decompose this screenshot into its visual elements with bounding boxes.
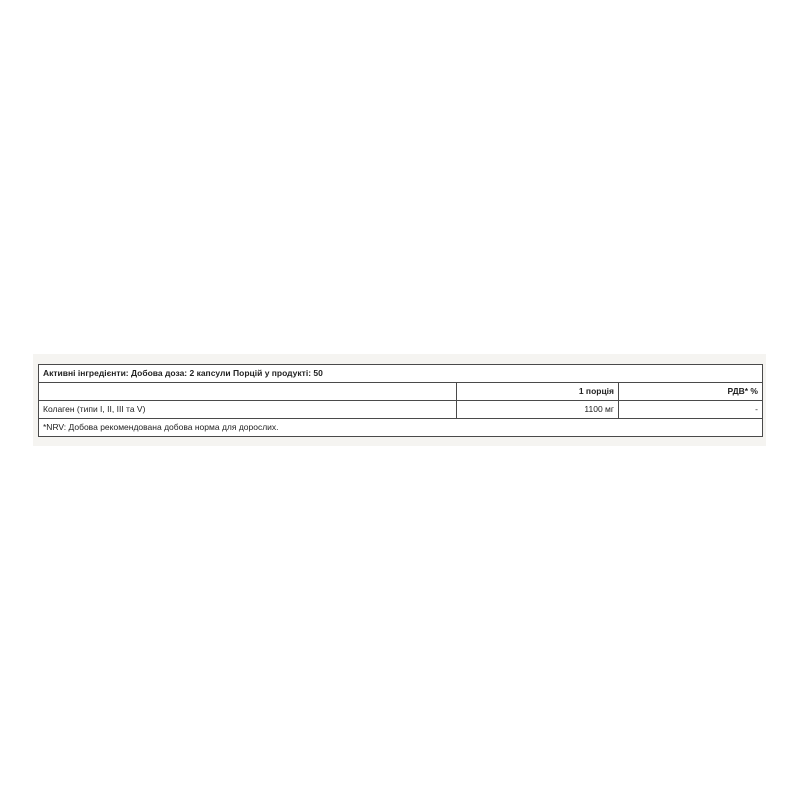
header-serving: 1 порція [457,383,619,401]
table-footnote-row [39,419,763,437]
ingredient-name: Колаген (типи I, II, III та V) [39,401,457,419]
table-row [39,401,763,419]
header-rdv: РДВ* % [619,383,763,401]
header-ingredient [39,383,457,401]
table-footnote: *NRV: Добова рекомендована добова норма для дорослих. [39,419,763,437]
ingredient-amount: 1100 мг [457,401,619,419]
table-title-row [39,365,763,383]
table-title: Активні інгредієнти: Добова доза: 2 капсули Порцій у продукті: 50 [39,365,763,383]
ingredient-rdv: - [619,401,763,419]
table-header-row [39,383,763,401]
ingredients-table [38,364,763,437]
